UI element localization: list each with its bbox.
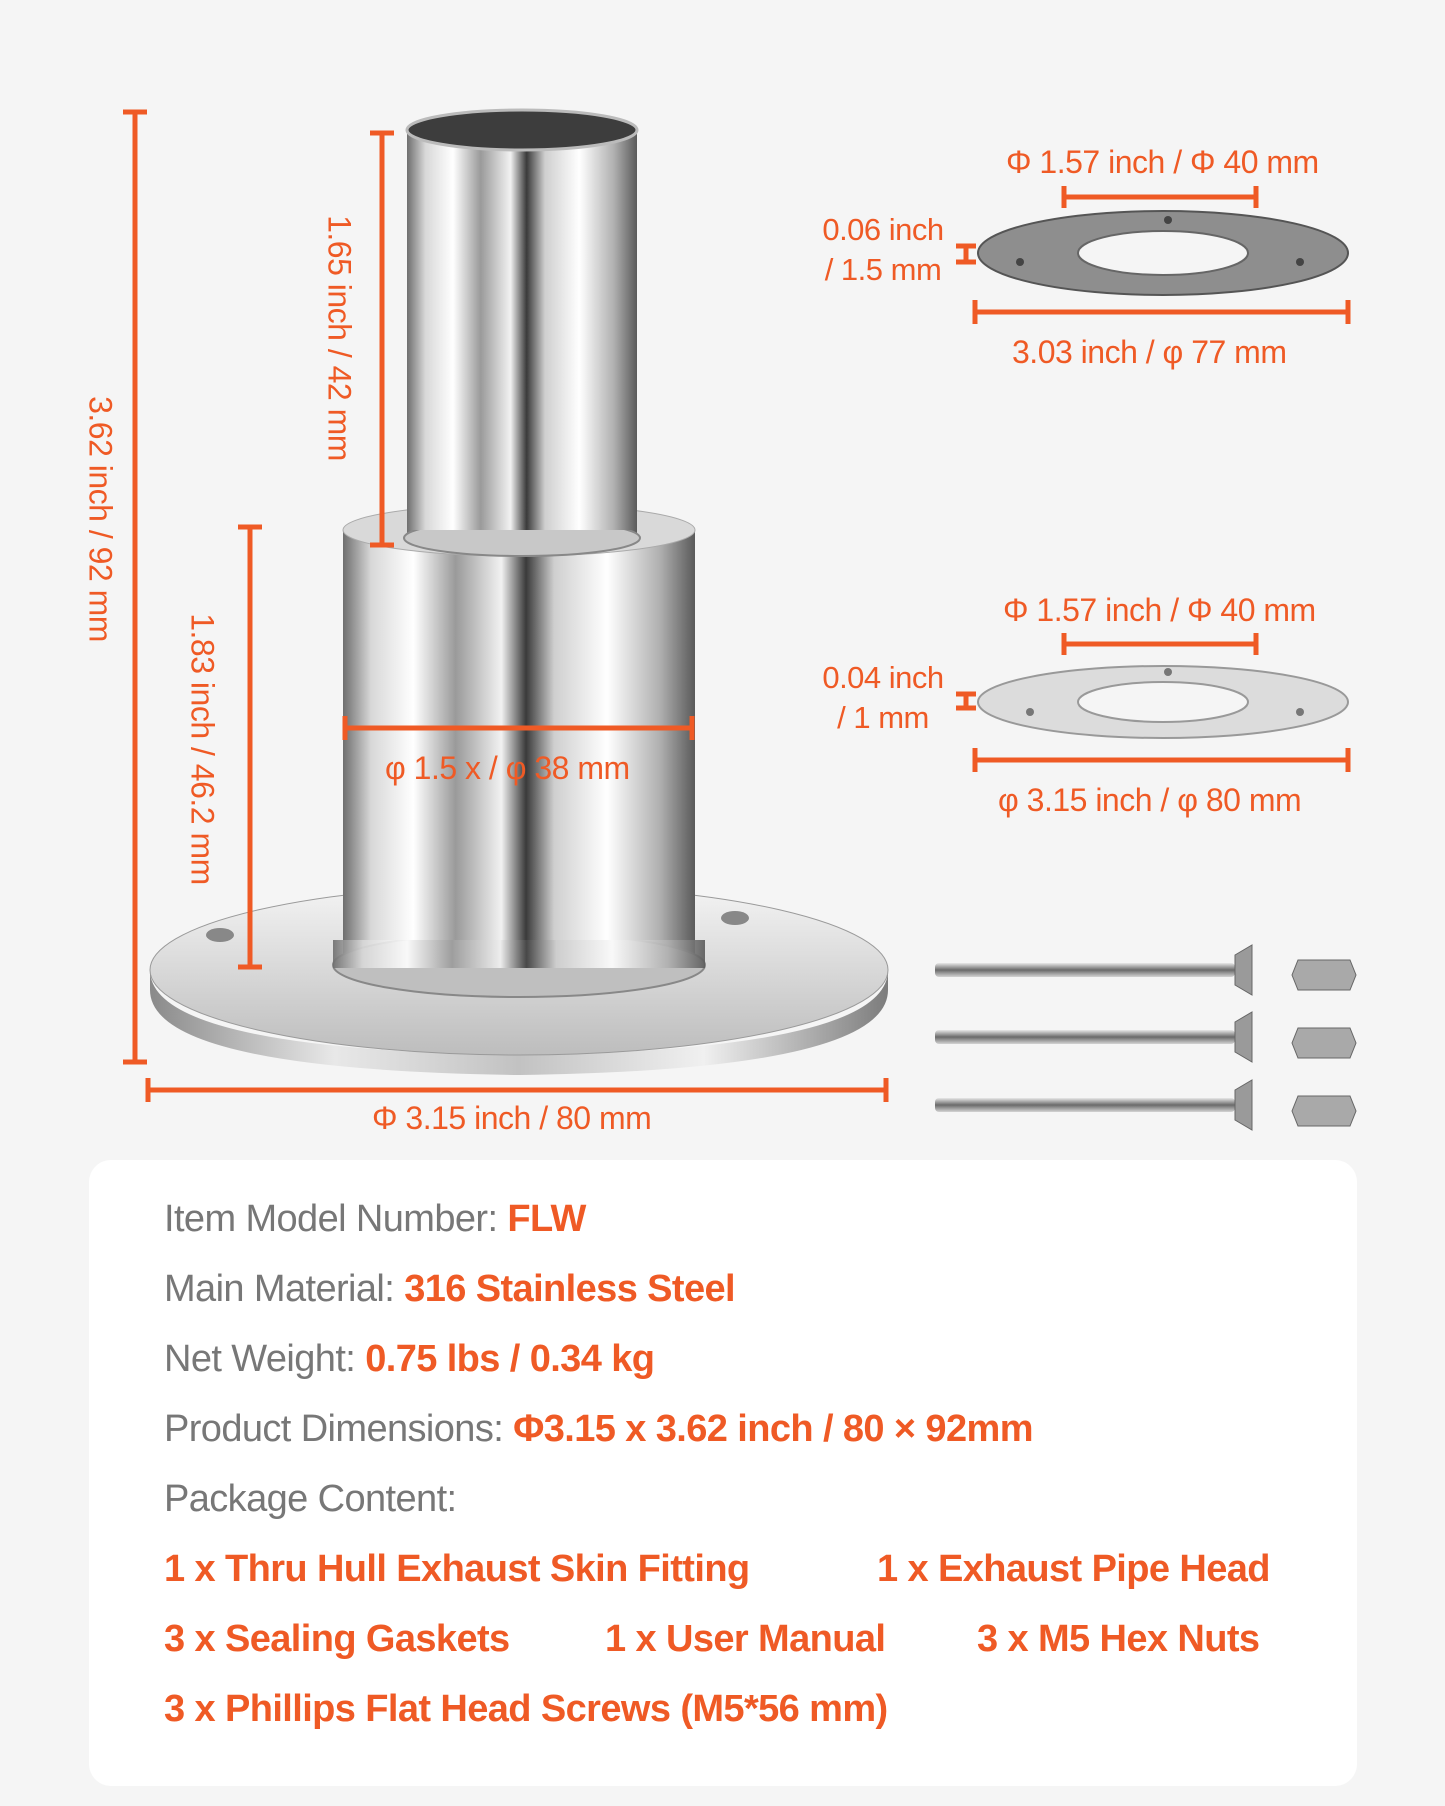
gasket-thin-hole: [1078, 682, 1248, 722]
gasket-thin: [978, 666, 1348, 738]
fitting-body-upper: [343, 530, 695, 940]
package-item: 1 x User Manual: [605, 1618, 886, 1660]
tube-opening: [407, 110, 637, 150]
spec-package: [164, 1478, 457, 1521]
gasket1-inner-label: Φ 1.57 inch / Φ 40 mm: [1006, 144, 1319, 180]
weld-band: [333, 940, 705, 968]
gasket1-thickness-label: [812, 210, 954, 290]
flange-diameter-label: Φ 3.15 inch / 80 mm: [372, 1100, 652, 1136]
spec-weight-label: Net Weight:: [164, 1338, 366, 1380]
fitting-tube-upper: [407, 130, 637, 530]
body-diameter-label: φ 1.5 x / φ 38 mm: [385, 750, 630, 786]
spec-package-label: Package Content:: [164, 1478, 457, 1520]
gasket2-thickness-label: [812, 658, 954, 738]
spec-material-label: Main Material:: [164, 1268, 405, 1310]
package-item: 3 x M5 Hex Nuts: [977, 1618, 1260, 1660]
flange-hole: [721, 911, 749, 925]
spec-dimensions: [164, 1408, 1033, 1451]
screw: [935, 1012, 1252, 1062]
package-item: 3 x Phillips Flat Head Screws (M5*56 mm): [164, 1688, 888, 1730]
screws: [935, 945, 1252, 1130]
spec-weight-value: 0.75 lbs / 0.34 kg: [365, 1338, 655, 1380]
hex-nut: [1292, 1096, 1356, 1126]
hex-nut: [1292, 960, 1356, 990]
spec-material-value: 316 Stainless Steel: [404, 1268, 736, 1310]
specs-card: [89, 1160, 1357, 1786]
spec-model-label: Item Model Number:: [164, 1198, 508, 1240]
gasket2-thickness-line2: / 1 mm: [837, 700, 929, 735]
tube-height-label: 1.65 inch / 42 mm: [321, 215, 358, 461]
package-item: 1 x Exhaust Pipe Head: [877, 1548, 1270, 1590]
gasket2-outer-label: φ 3.15 inch / φ 80 mm: [998, 782, 1302, 818]
screw: [935, 1080, 1252, 1130]
exhaust-fitting: [150, 110, 888, 1075]
body-height-label: 1.83 inch / 46.2 mm: [184, 613, 221, 885]
gasket2-thickness-line1: 0.04 inch: [822, 660, 944, 695]
hex-nuts: [1292, 960, 1356, 1126]
package-item: 1 x Thru Hull Exhaust Skin Fitting: [164, 1548, 750, 1590]
spec-dimensions-label: Product Dimensions:: [164, 1408, 514, 1450]
flange-hole: [206, 928, 234, 942]
spec-material: [164, 1268, 735, 1311]
gasket-thick-hole: [1078, 231, 1248, 275]
spec-weight: [164, 1338, 654, 1381]
screw: [935, 945, 1252, 995]
hex-nut: [1292, 1028, 1356, 1058]
gasket2-inner-label: Φ 1.57 inch / Φ 40 mm: [1003, 592, 1316, 628]
gasket1-thickness-line2: / 1.5 mm: [824, 252, 942, 287]
gasket1-thickness-line1: 0.06 inch: [822, 212, 944, 247]
gasket1-outer-label: 3.03 inch / φ 77 mm: [1012, 334, 1287, 370]
spec-model: [164, 1198, 586, 1241]
package-item: 3 x Sealing Gaskets: [164, 1618, 510, 1660]
spec-model-value: FLW: [507, 1198, 586, 1240]
spec-dimensions-value: Φ3.15 x 3.62 inch / 80 × 92mm: [513, 1408, 1033, 1450]
total-height-label: 3.62 inch / 92 mm: [82, 396, 119, 642]
gasket-thick: [978, 211, 1348, 295]
